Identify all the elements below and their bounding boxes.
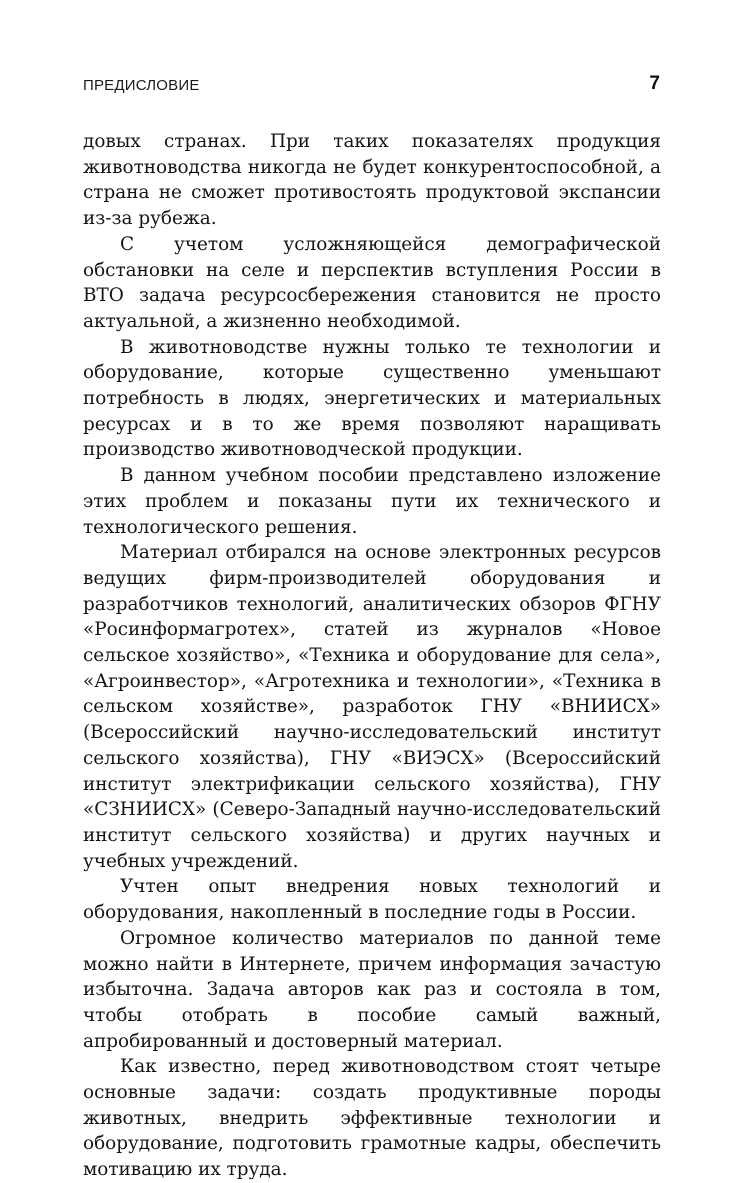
paragraph: Учтен опыт внедрения новых технологий и оборудования, накопленный в последние годы в России. xyxy=(83,876,661,924)
paragraph: Материал отбирался на основе электронных ресурсов ведущих фирм-производителей оборудования и разработчиков технологий, аналитических обзоров ФГНУ «Росинформагротех», статей из журналов «Новое сельское хозяйство», «Техника и оборудование для села», «Агроинвестор», «Агротехника и технологии», «Техника в сельском хозяйстве», разработок ГНУ «ВНИИСХ» (Всероссийский научно-исследовательский институт сельского хозяйства), ГНУ «ВИЭСХ» (Всероссийский институт электрификации сельского хозяйства), ГНУ «СЗНИИСХ» (Северо-Западный научно-исследовательский институт сельского хозяйства) и других научных и учебных учреждений. xyxy=(83,542,661,872)
paragraph: С учетом усложняющейся демографической обстановки на селе и перспектив вступления России в ВТО задача ресурсосбережения становится не просто актуальной, а жизненно необходимой. xyxy=(83,233,661,332)
paragraph: В данном учебном пособии представлено изложение этих проблем и показаны пути их технического и технологического решения. xyxy=(83,465,661,538)
paragraph: Огромное количество материалов по данной теме можно найти в Интернете, причем информация зачастую избыточна. Задача авторов как раз и состояла в том, чтобы отобрать в пособие самый важный, апробированный и достоверный материал. xyxy=(83,927,661,1052)
running-header: ПРЕДИСЛОВИЕ xyxy=(83,77,200,94)
body-text xyxy=(83,129,661,1183)
paragraph: В животноводстве нужны только те технологии и оборудование, которые существенно уменьшают потребность в людях, энергетических и материальных ресурсах и в то же время позволяют наращивать производство животноводческой продукции. xyxy=(83,336,661,461)
paragraph: Как известно, перед животноводством стоят четыре основные задачи: создать продуктивные породы животных, внедрить эффективные технологии и оборудование, подготовить грамотные кадры, обеспечить мотивацию их труда. xyxy=(83,1056,661,1181)
page-number: 7 xyxy=(649,73,660,94)
paragraph: довых странах. При таких показателях продукция животноводства никогда не будет конкурентоспособной, а страна не сможет противостоять продуктовой экспансии из-за рубежа. xyxy=(83,131,661,230)
